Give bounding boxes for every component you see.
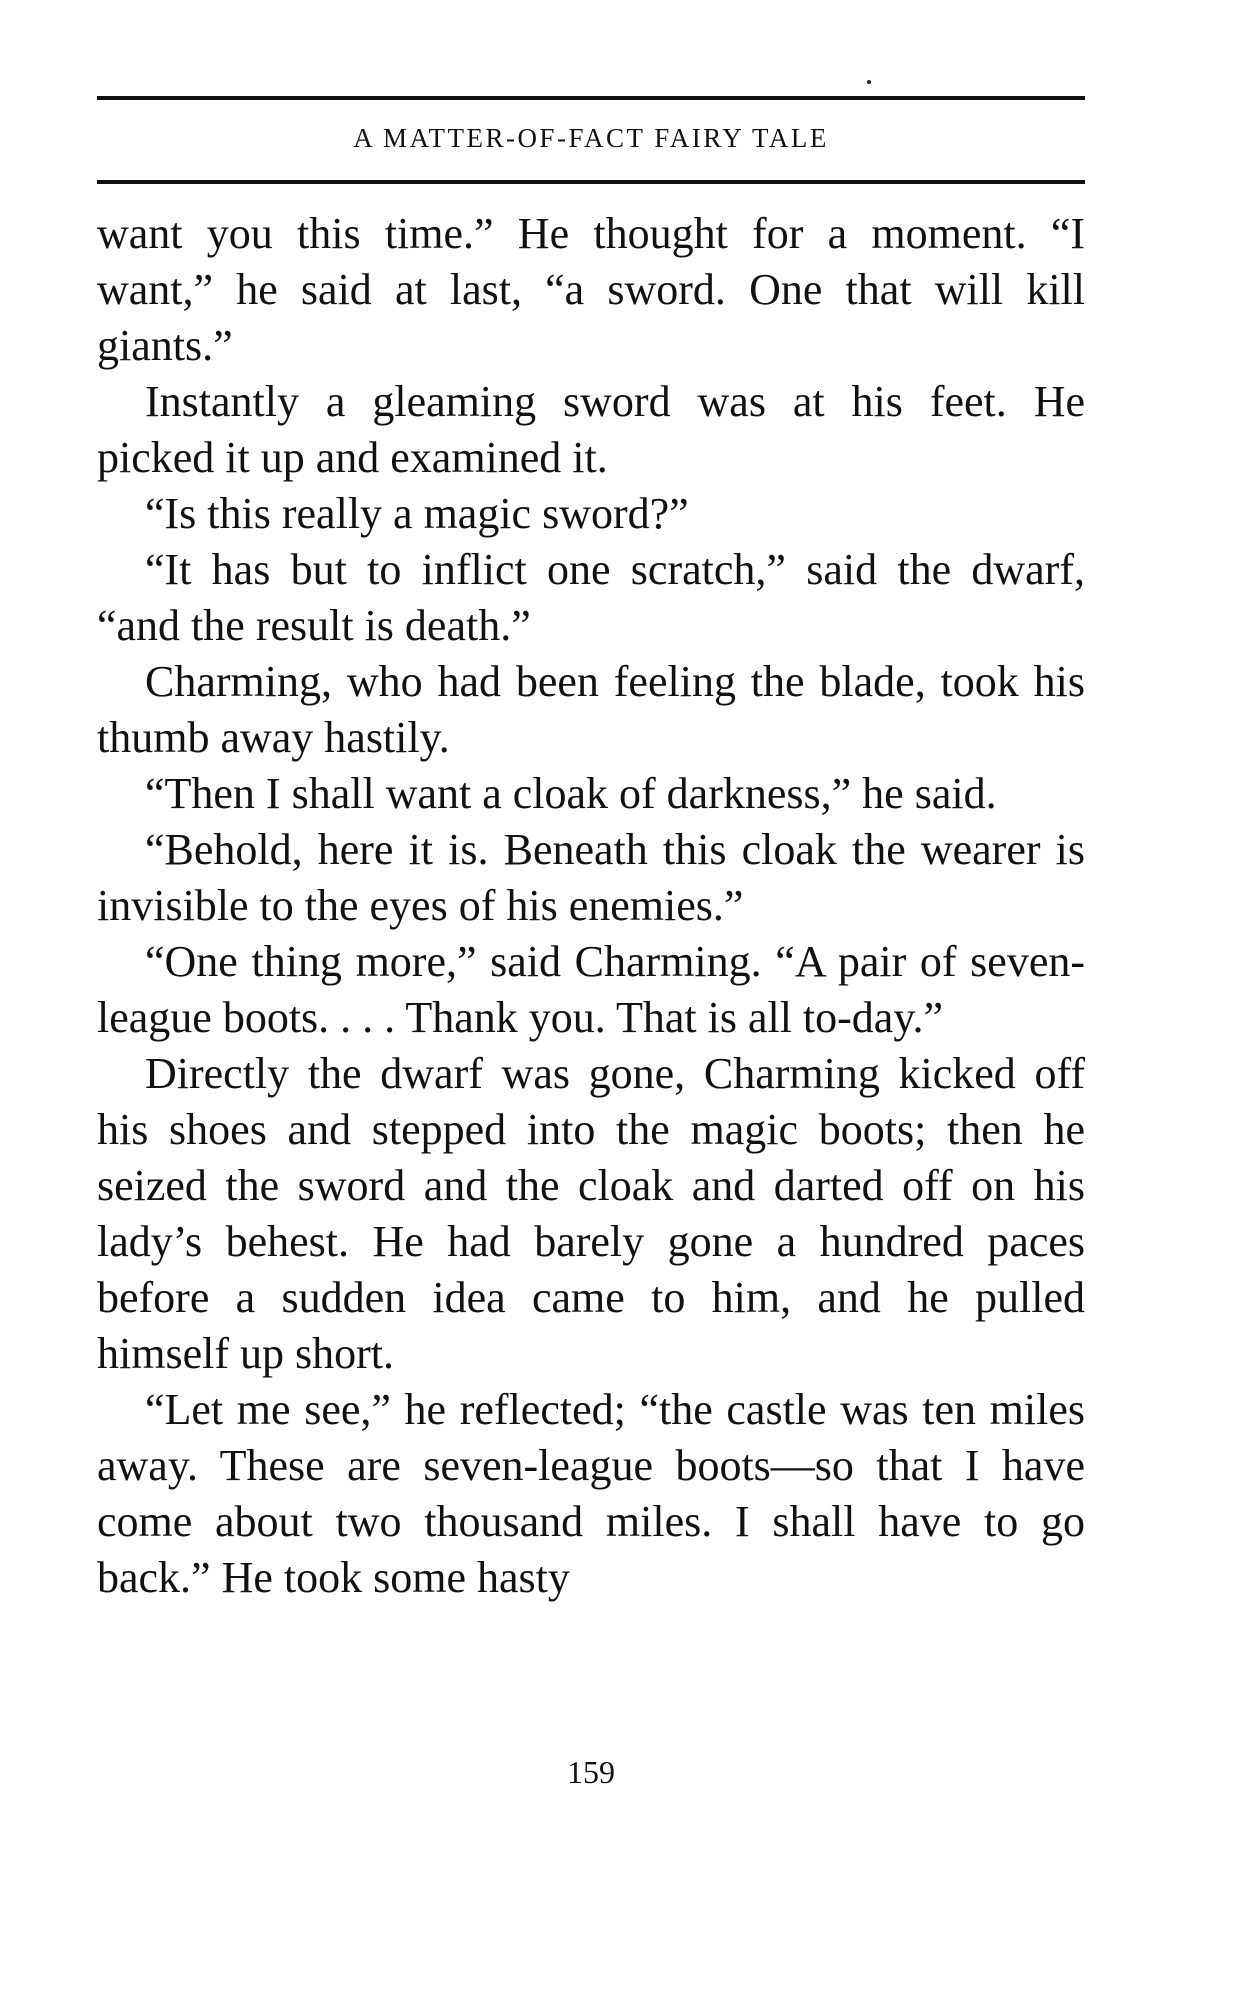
paragraph: “Is this really a magic sword?” xyxy=(145,489,689,538)
running-head: A MATTER-OF-FACT FAIRY TALE xyxy=(353,123,829,153)
header-top-rule xyxy=(97,96,1085,100)
paragraph: Charming, who had been feeling the blade, took his thumb away hastily. xyxy=(97,657,1085,762)
paragraph: Instantly a gleaming sword was at his feet. He picked it up and examined it. xyxy=(97,377,1085,482)
body-text xyxy=(97,206,1085,1606)
paragraph-continued: want you this time.” He thought for a moment. “I want,” he said at last, “a sword. One that will kill giants.” xyxy=(97,209,1085,370)
ink-speck xyxy=(867,80,871,84)
paragraph: “It has but to inflict one scratch,” said the dwarf, “and the result is death.” xyxy=(97,545,1085,650)
paragraph: Directly the dwarf was gone, Charming kicked off his shoes and stepped into the magic boots; then he seized the sword and the cloak and darted off on his lady’s behest. He had barely gone a hundred paces before a sudden idea came to him, and he pulled himself up short. xyxy=(97,1049,1085,1378)
page-number: 159 xyxy=(567,1754,615,1790)
paragraph: “Then I shall want a cloak of darkness,” he said. xyxy=(145,769,997,818)
paragraph: “Let me see,” he reflected; “the castle was ten miles away. These are seven-league boots—so that I have come about two thousand miles. I shall have to go back.” He took some hasty xyxy=(97,1385,1085,1602)
paragraph: “One thing more,” said Charming. “A pair of seven-league boots. . . . Thank you. That is all to-day.” xyxy=(97,937,1085,1042)
paragraph: “Behold, here it is. Beneath this cloak the wearer is invisible to the eyes of his enemies.” xyxy=(97,825,1085,930)
header-bottom-rule xyxy=(97,180,1085,184)
